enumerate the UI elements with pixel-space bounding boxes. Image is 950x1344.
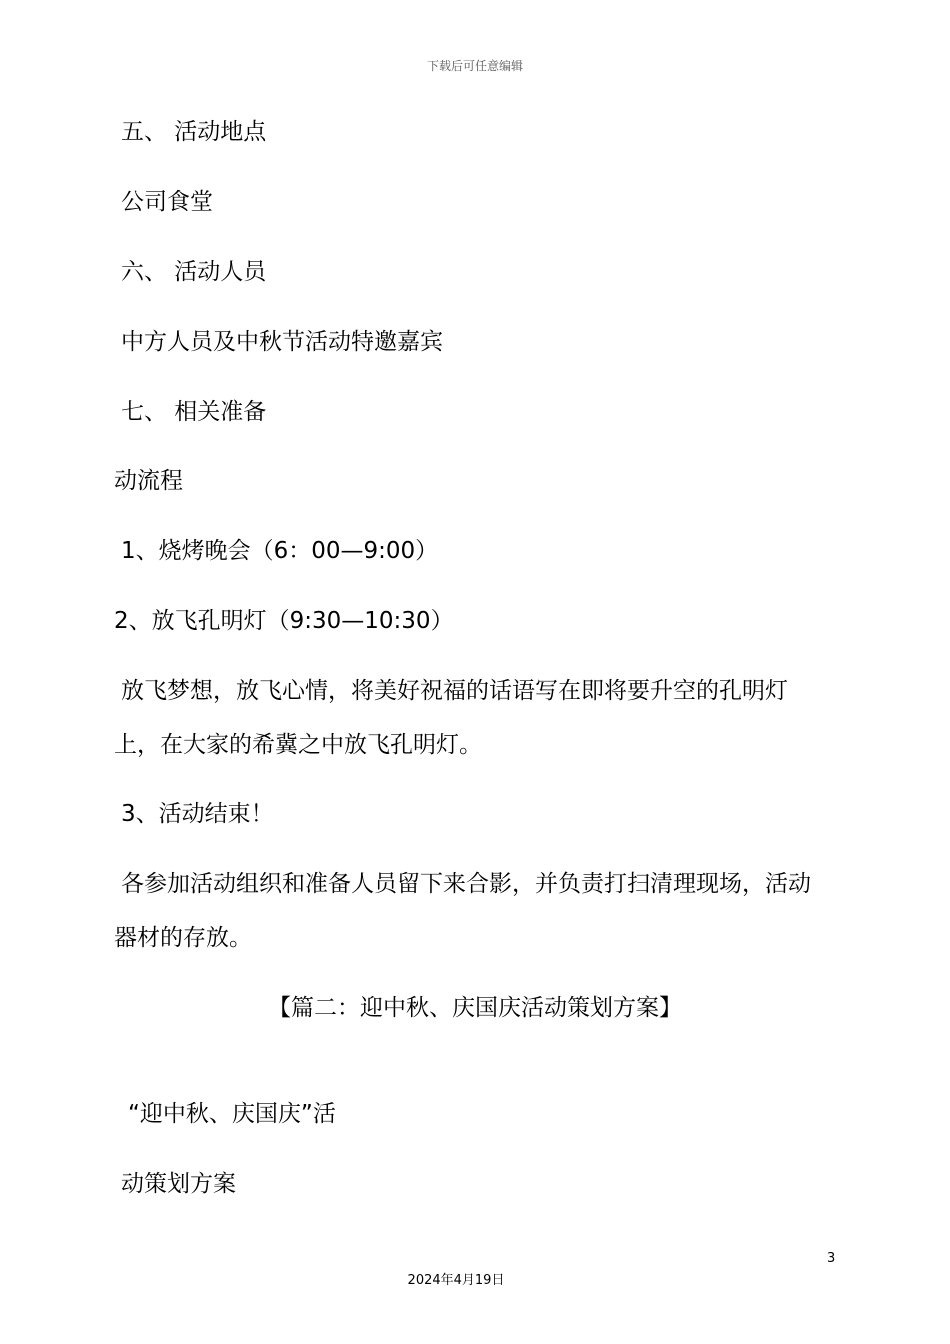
section-heading-preparation: 七、 相关准备 [121, 399, 267, 425]
page-number: 3 [827, 1251, 836, 1266]
location-text: 公司食堂 [121, 189, 213, 215]
process-item-2: 2、放飞孔明灯（9:30—10:30） [114, 608, 454, 634]
process-heading: 动流程 [114, 468, 183, 494]
article-two-title: 【篇二：迎中秋、庆国庆活动策划方案】 [268, 995, 682, 1021]
section-heading-location: 五、 活动地点 [121, 119, 267, 145]
plan-title-line-2: 动策划方案 [121, 1171, 236, 1197]
plan-title-line-1: “迎中秋、庆国庆”活 [128, 1101, 336, 1127]
process-item-1: 1、烧烤晚会（6：00—9:00） [121, 538, 439, 564]
page-header: 下载后可任意编辑 [426, 59, 523, 73]
footer-date: 2024年4月19日 [407, 1273, 505, 1288]
lantern-paragraph-line-1: 放飞梦想，放飞心情，将美好祝福的话语写在即将要升空的孔明灯 [121, 678, 788, 704]
cleanup-paragraph-line-2: 器材的存放。 [114, 925, 252, 951]
participants-text: 中方人员及中秋节活动特邀嘉宾 [121, 329, 443, 355]
lantern-paragraph-line-2: 上，在大家的希冀之中放飞孔明灯。 [114, 732, 482, 758]
process-item-3: 3、活动结束！ [121, 801, 274, 827]
section-heading-participants: 六、 活动人员 [121, 259, 267, 285]
cleanup-paragraph-line-1: 各参加活动组织和准备人员留下来合影，并负责打扫清理现场，活动 [121, 871, 811, 897]
